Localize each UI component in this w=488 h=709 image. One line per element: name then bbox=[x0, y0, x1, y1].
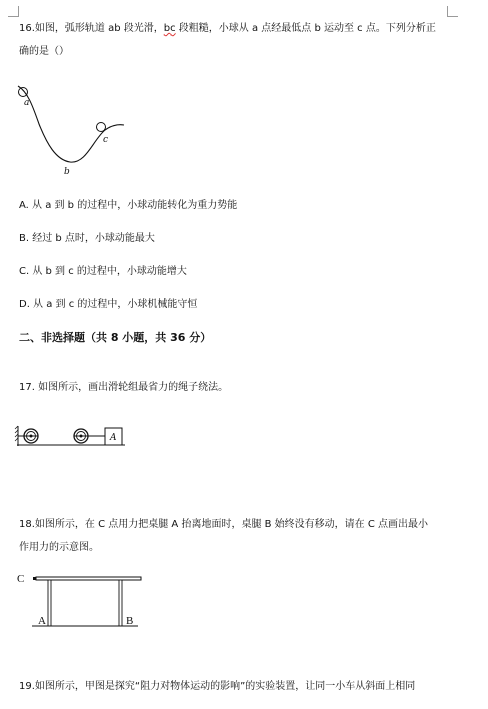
leg-b-label: B bbox=[126, 615, 134, 627]
arc-track bbox=[18, 86, 124, 162]
point-b-label: b bbox=[64, 167, 70, 177]
table-top bbox=[36, 577, 141, 580]
point-c-label: c bbox=[103, 135, 109, 145]
point-a-label: a bbox=[24, 98, 30, 108]
block-a-label: A bbox=[110, 433, 117, 443]
q16-option-a[interactable]: A. 从 a 到 b 的过程中，小球动能转化为重力势能 bbox=[19, 200, 238, 211]
table-leg-a bbox=[48, 580, 51, 626]
fixed-pulley bbox=[18, 429, 38, 443]
section-heading: 二、非选择题（共 8 小题，共 36 分） bbox=[19, 331, 212, 344]
q18-line-2: 作用力的示意图。 bbox=[19, 542, 99, 553]
q17-pulley-figure bbox=[15, 424, 130, 454]
q17-text: 17. 如图所示，画出滑轮组最省力的绳子绕法。 bbox=[19, 382, 229, 393]
q19-text: 19.如图所示，甲图是探究“阻力对物体运动的影响”的实验装置，让同一小车从斜面上相同 bbox=[19, 681, 416, 692]
bc-segment-label: bc bbox=[163, 23, 176, 34]
point-c-label: C bbox=[17, 573, 25, 585]
movable-pulley bbox=[74, 429, 105, 443]
q16-line-2: 确的是（） bbox=[19, 46, 69, 57]
q16-line-1: 16.如图，弧形轨道 ab 段光滑，bc 段粗糙，小球从 a 点经最低点 b 运动至 c 点。下列分析正 bbox=[19, 23, 436, 34]
q18-table-figure bbox=[14, 570, 144, 632]
q16-option-d[interactable]: D. 从 a 到 c 的过程中，小球机械能守恒 bbox=[19, 299, 198, 310]
ball-at-c bbox=[97, 123, 106, 132]
q16-option-b[interactable]: B. 经过 b 点时，小球动能最大 bbox=[19, 233, 155, 244]
q16-option-c[interactable]: C. 从 b 到 c 的过程中，小球动能增大 bbox=[19, 266, 187, 277]
q18-line-1: 18.如图所示，在 C 点用力把桌腿 A 抬离地面时，桌腿 B 始终没有移动，请在 C 点画出最小 bbox=[19, 519, 428, 530]
table-leg-b bbox=[119, 580, 122, 626]
page-corner-mark-right bbox=[447, 6, 458, 17]
page-corner-mark-left bbox=[8, 6, 19, 17]
q16-track-figure bbox=[12, 82, 132, 182]
point-c-marker bbox=[33, 577, 36, 580]
leg-a-label: A bbox=[38, 615, 46, 627]
ball-at-a bbox=[19, 88, 28, 97]
